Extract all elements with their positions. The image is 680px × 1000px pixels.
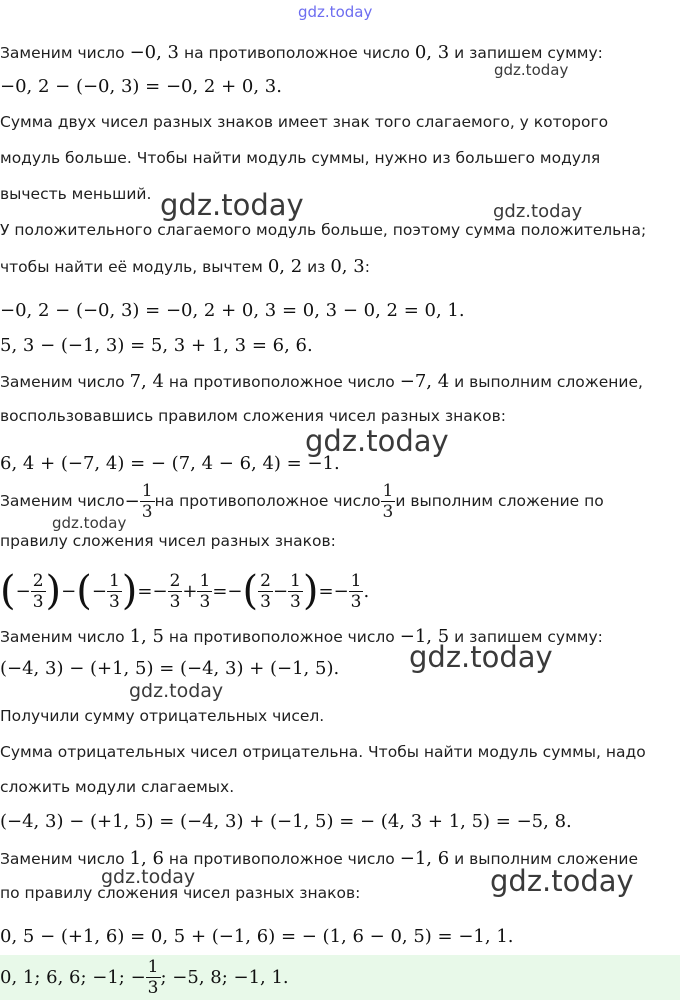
watermark: gdz.today: [52, 514, 127, 532]
task1-intro: Заменим число −0, 3 на противоположное число 0, 3 и запишем сумму:: [0, 42, 603, 63]
fraction-one-third: $\frac{1}{3}$: [382, 480, 394, 522]
task1-positive-line1: У положительного слагаемого модуль больше, поэтому сумма положительна;: [0, 221, 647, 239]
task4-equation: ( − $\frac{2}{3}$ ) − ( − $\frac{1}{3}$ ) = − $\frac{2}{3}$ + $\frac{1}{3}$ = − ( $\frac{2}{3}$ − $\frac{1}{3}$ ) = − $\frac{1}{3}$ .: [0, 568, 370, 614]
task6-intro: Заменим число 1, 6 на противоположное число −1, 6 и выполним сложение: [0, 848, 638, 869]
task5-rule-line2: сложить модули слагаемых.: [0, 778, 235, 796]
task5-equation: (−4, 3) − (+1, 5) = (−4, 3) + (−1, 5).: [0, 658, 340, 679]
task3-intro: Заменим число 7, 4 на противоположное число −7, 4 и выполним сложение,: [0, 371, 643, 392]
task3-intro2: воспользовавшись правилом сложения чисел разных знаков:: [0, 407, 506, 425]
task1-equation: −0, 2 − (−0, 3) = −0, 2 + 0, 3.: [0, 76, 282, 97]
task6-equation: 0, 5 − (+1, 6) = 0, 5 + (−1, 6) = − (1, 6 − 0, 5) = −1, 1.: [0, 926, 514, 947]
task1-rule-line3: вычесть меньший.: [0, 185, 152, 203]
task1-positive-line2: чтобы найти её модуль, вычтем 0, 2 из 0, 3:: [0, 256, 370, 277]
task4-intro2: правилу сложения чисел разных знаков:: [0, 532, 336, 550]
task5-note: Получили сумму отрицательных чисел.: [0, 707, 325, 725]
watermark: gdz.today: [490, 864, 634, 898]
watermark: gdz.today: [409, 640, 553, 674]
watermark: gdz.today: [101, 866, 196, 888]
watermark: gdz.today: [305, 424, 449, 458]
task4-intro: Заменим число − $\frac{1}{3}$ на противоположное число $\frac{1}{3}$ и выполним сложение по: [0, 480, 604, 522]
watermark-top: gdz.today: [298, 3, 373, 21]
task1-result-equation: −0, 2 − (−0, 3) = −0, 2 + 0, 3 = 0, 3 − 0, 2 = 0, 1.: [0, 300, 465, 321]
task1-rule-line1: Сумма двух чисел разных знаков имеет знак того слагаемого, у которого: [0, 113, 609, 131]
watermark: gdz.today: [129, 680, 224, 702]
watermark: gdz.today: [160, 188, 304, 222]
fraction-one-third: $\frac{1}{3}$: [147, 957, 159, 998]
fraction-one-third: $\frac{1}{3}$: [141, 480, 153, 522]
task2-equation: 5, 3 − (−1, 3) = 5, 3 + 1, 3 = 6, 6.: [0, 335, 313, 356]
task5-rule-line1: Сумма отрицательных чисел отрицательна. Чтобы найти модуль суммы, надо: [0, 743, 646, 761]
task1-rule-line2: модуль больше. Чтобы найти модуль суммы, нужно из большего модуля: [0, 149, 601, 167]
task5-result-equation: (−4, 3) − (+1, 5) = (−4, 3) + (−1, 5) = − (4, 3 + 1, 5) = −5, 8.: [0, 811, 572, 832]
task3-equation: 6, 4 + (−7, 4) = − (7, 4 − 6, 4) = −1.: [0, 453, 340, 474]
task6-intro2: по правилу сложения чисел разных знаков:: [0, 884, 361, 902]
watermark: gdz.today: [494, 61, 569, 79]
watermark: gdz.today: [493, 201, 583, 222]
answer-line: 0, 1; 6, 6; −1; − $\frac{1}{3}$ ; −5, 8; −1, 1.: [0, 957, 289, 998]
task5-intro: Заменим число 1, 5 на противоположное число −1, 5 и запишем сумму:: [0, 626, 603, 647]
